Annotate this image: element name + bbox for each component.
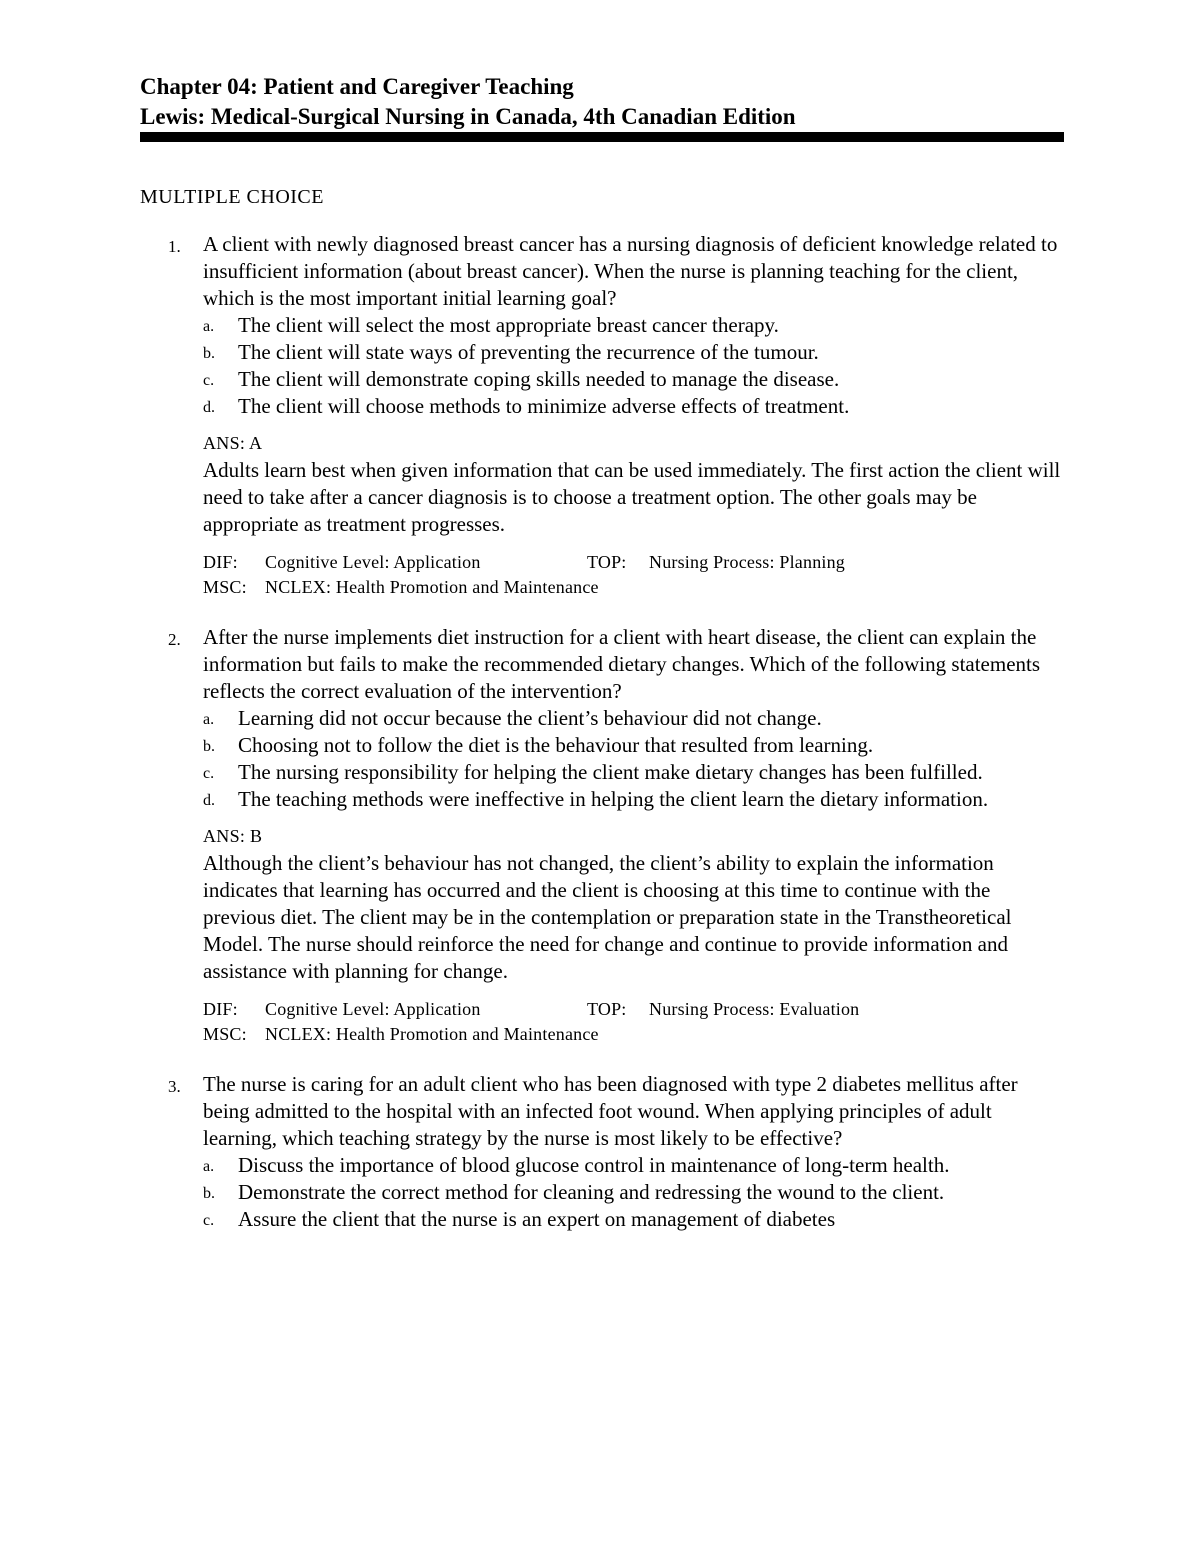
top-label: TOP: xyxy=(587,552,627,572)
option-letter: b. xyxy=(203,1185,215,1202)
option-text: The client will state ways of preventing the recurrence of the tumour. xyxy=(238,340,819,364)
option-list xyxy=(203,1152,1064,1233)
option-text: Demonstrate the correct method for cleaning and redressing the wound to the client. xyxy=(238,1180,945,1204)
option-letter: c. xyxy=(203,765,215,782)
option-text: Assure the client that the nurse is an expert on management of diabetes xyxy=(238,1207,836,1231)
option-letter: d. xyxy=(203,399,215,416)
answer-key: ANS: B xyxy=(203,826,263,846)
meta-row-msc xyxy=(203,575,1064,600)
option-b xyxy=(203,1179,1064,1206)
meta-row-dif-top xyxy=(203,997,1064,1022)
dif-value: Cognitive Level: Application xyxy=(265,999,481,1019)
option-text: The client will select the most appropriate breast cancer therapy. xyxy=(238,313,779,337)
option-letter: c. xyxy=(203,372,215,389)
option-letter: a. xyxy=(203,711,215,728)
question-2 xyxy=(140,624,1064,1047)
dif-label: DIF: xyxy=(203,999,238,1019)
question-metadata xyxy=(203,550,1064,600)
option-letter: a. xyxy=(203,318,215,335)
option-text: Choosing not to follow the diet is the behaviour that resulted from learning. xyxy=(238,733,874,757)
option-list xyxy=(203,312,1064,420)
chapter-title: Chapter 04: Patient and Caregiver Teaching xyxy=(140,74,574,99)
option-letter: c. xyxy=(203,1212,215,1229)
option-letter: d. xyxy=(203,792,215,809)
question-text: After the nurse implements diet instruction for a client with heart disease, the client can explain the information but fails to make the recommended dietary changes. Which of the following statements reflects the correct evaluation of the intervention? xyxy=(203,625,1041,703)
option-c xyxy=(203,366,1064,393)
msc-label: MSC: xyxy=(203,577,247,597)
msc-label: MSC: xyxy=(203,1024,247,1044)
meta-row-dif-top xyxy=(203,550,1064,575)
option-text: The client will choose methods to minimize adverse effects of treatment. xyxy=(238,394,850,418)
questions-list xyxy=(140,231,1064,1257)
top-value: Nursing Process: Evaluation xyxy=(649,999,860,1019)
option-a xyxy=(203,312,1064,339)
msc-value: NCLEX: Health Promotion and Maintenance xyxy=(265,1024,599,1044)
option-a xyxy=(203,1152,1064,1179)
option-list xyxy=(203,705,1064,813)
option-c xyxy=(203,759,1064,786)
section-title: MULTIPLE CHOICE xyxy=(140,186,324,208)
book-title: Lewis: Medical-Surgical Nursing in Canada, 4th Canadian Edition xyxy=(140,104,796,129)
question-metadata xyxy=(203,997,1064,1047)
answer-key: ANS: A xyxy=(203,433,263,453)
option-text: The nursing responsibility for helping the client make dietary changes has been fulfilled. xyxy=(238,760,983,784)
msc-value: NCLEX: Health Promotion and Maintenance xyxy=(265,577,599,597)
answer-block xyxy=(203,430,1064,538)
option-a xyxy=(203,705,1064,732)
answer-block xyxy=(203,823,1064,985)
option-c xyxy=(203,1206,1064,1233)
option-b xyxy=(203,339,1064,366)
question-text: The nurse is caring for an adult client who has been diagnosed with type 2 diabetes mellitus after being admitted to the hospital with an infected foot wound. When applying principles of adult learning, which teaching strategy by the nurse is most likely to be effective? xyxy=(203,1072,1018,1150)
option-text: The client will demonstrate coping skills needed to manage the disease. xyxy=(238,367,840,391)
question-text: A client with newly diagnosed breast cancer has a nursing diagnosis of deficient knowledge related to insufficient information (about breast cancer). When the nurse is planning teaching for the client, which is the most important initial learning goal? xyxy=(203,232,1058,310)
question-number: 2. xyxy=(168,630,181,649)
question-1 xyxy=(140,231,1064,600)
document-header xyxy=(140,72,1064,132)
top-value: Nursing Process: Planning xyxy=(649,552,845,572)
option-text: Learning did not occur because the client’s behaviour did not change. xyxy=(238,706,822,730)
answer-rationale: Adults learn best when given information that can be used immediately. The first action the client will need to take after a cancer diagnosis is to choose a treatment option. The other goals may be appropriate as treatment progresses. xyxy=(203,458,1061,536)
question-3 xyxy=(140,1071,1064,1233)
meta-row-msc xyxy=(203,1022,1064,1047)
option-d xyxy=(203,393,1064,420)
option-letter: a. xyxy=(203,1158,215,1175)
option-letter: b. xyxy=(203,738,215,755)
option-d xyxy=(203,786,1064,813)
option-b xyxy=(203,732,1064,759)
question-number: 3. xyxy=(168,1077,181,1096)
answer-rationale: Although the client’s behaviour has not changed, the client’s ability to explain the information indicates that learning has occurred and the client is choosing at this time to continue with the previous diet. The client may be in the contemplation or preparation state in the Transtheoretical Model. The nurse should reinforce the need for change and continue to provide information and assistance with planning for change. xyxy=(203,851,1012,983)
dif-value: Cognitive Level: Application xyxy=(265,552,481,572)
option-text: Discuss the importance of blood glucose control in maintenance of long-term health. xyxy=(238,1153,950,1177)
header-rule xyxy=(140,132,1064,142)
option-letter: b. xyxy=(203,345,215,362)
option-text: The teaching methods were ineffective in helping the client learn the dietary information. xyxy=(238,787,989,811)
dif-label: DIF: xyxy=(203,552,238,572)
question-number: 1. xyxy=(168,237,181,256)
top-label: TOP: xyxy=(587,999,627,1019)
